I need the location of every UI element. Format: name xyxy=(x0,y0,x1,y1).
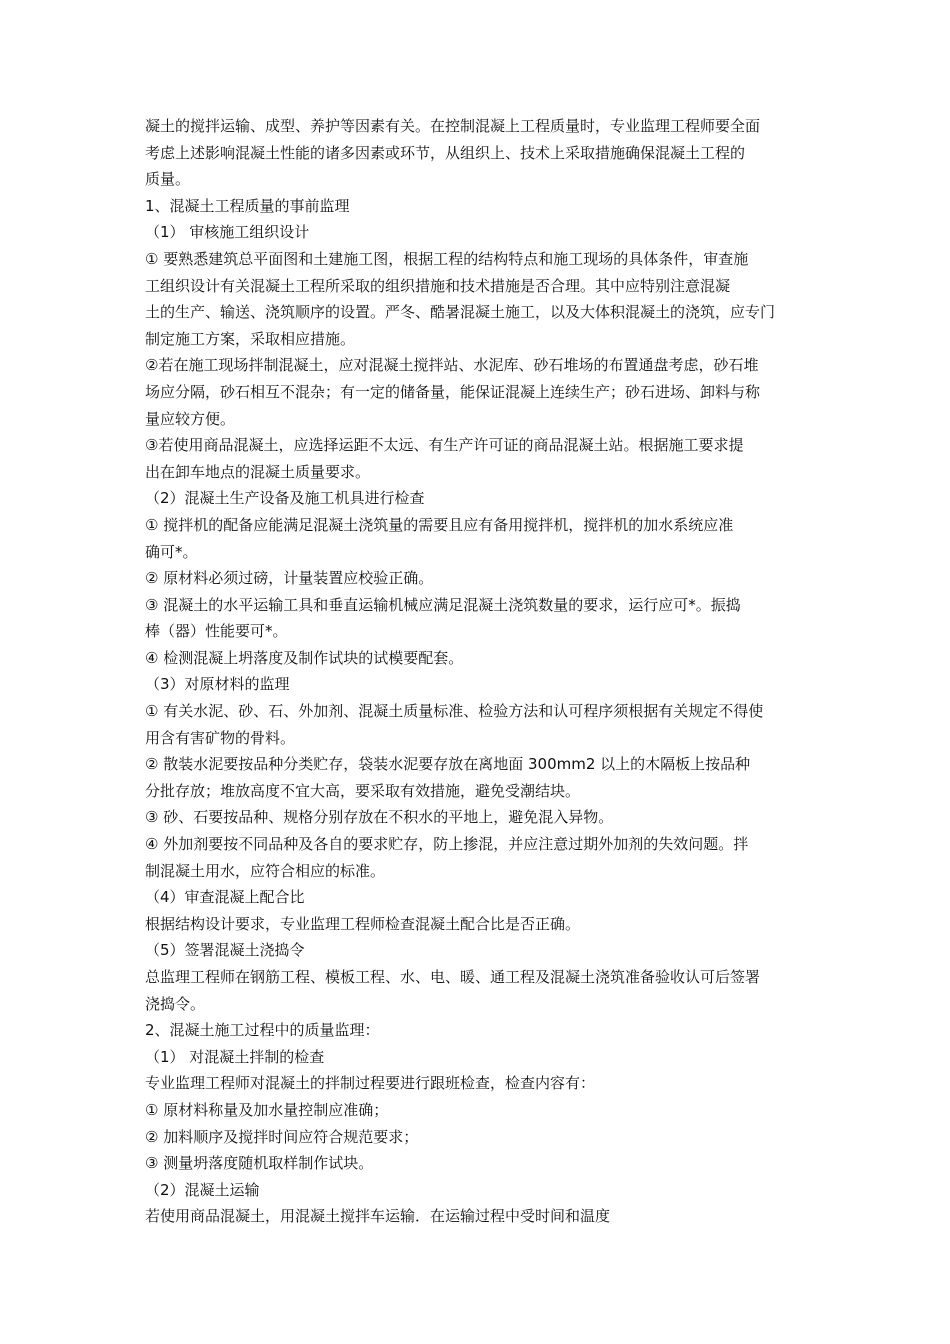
subsection-heading: （5）签署混凝土浇捣令 xyxy=(145,941,305,960)
text-line: ② 原材料必须过磅，计量装置应校验正确。 xyxy=(145,569,434,588)
text-line: 根据结构设计要求，专业监理工程师检查混凝土配合比是否正确。 xyxy=(145,914,581,933)
text-line: ③ 砂、石要按品种、规格分别存放在不积水的平地上，避免混入异物。 xyxy=(145,808,614,827)
section-heading: 2、混凝土施工过程中的质量监理： xyxy=(145,1021,380,1040)
text-line: 浇捣令。 xyxy=(145,994,206,1013)
text-line: 凝土的搅拌运输、成型、养护等因素有关。在控制混凝上工程质量时，专业监理工程师要全面 xyxy=(145,117,761,135)
text-line: ④ 检测混凝上坍落度及制作试块的试模要配套。 xyxy=(145,648,464,667)
text-line: ④ 外加剂要按不同品种及各自的要求贮存，防上掺混，并应注意过期外加剂的失效问题。拌 xyxy=(145,835,749,854)
text-line: 用含有害矿物的骨料。 xyxy=(145,728,296,747)
text-line: ②若在施工现场拌制混凝土，应对混凝土搅拌站、水泥库、砂石堆场的布置通盘考虑，砂石堆 xyxy=(145,356,759,375)
document-body xyxy=(145,113,809,1230)
text-line: ① 有关水泥、砂、石、外加剂、混凝土质量标准、检验方法和认可程序须根据有关规定不得使 xyxy=(145,702,764,721)
subsection-heading: （2）混凝土运输 xyxy=(145,1180,260,1199)
subsection-heading: （1） 审核施工组织设计 xyxy=(145,223,310,242)
text-line: 场应分隔，砂石相互不混杂；有一定的储备量，能保证混凝上连续生产；砂石进场、卸料与称 xyxy=(145,382,761,401)
text-line: 总监理工程师在钢筋工程、模板工程、水、电、暖、通工程及混凝土浇筑准备验收认可后签署 xyxy=(145,968,761,986)
text-line: 制混凝土用水，应符合相应的标准。 xyxy=(145,861,386,880)
text-line: ① 要熟悉建筑总平面图和土建施工图，根据工程的结构特点和施工现场的具体条件，审查施 xyxy=(145,249,749,268)
subsection-heading: （3）对原材料的监理 xyxy=(145,675,290,694)
text-line: ③ 测量坍落度随机取样制作试块。 xyxy=(145,1154,374,1173)
text-line: ② 散装水泥要按品种分类贮存，袋装水泥要存放在离地面 300mm2 以上的木隔板上按品种 xyxy=(145,755,751,774)
text-line: 工组织设计有关混凝土工程所采取的组织措施和技术措施是否合理。其中应特别注意混凝 xyxy=(145,276,731,295)
text-line: 出在卸车地点的混凝土质量要求。 xyxy=(145,462,371,481)
text-line: ① 搅拌机的配备应能满足混凝土浇筑量的需要且应有备用搅拌机，搅拌机的加水系统应准 xyxy=(145,515,734,534)
text-line: 分批存放；堆放高度不宜大高，要采取有效措施，避免受潮结块。 xyxy=(145,781,581,800)
subsection-heading: （1） 对混凝土拌制的检查 xyxy=(145,1047,325,1066)
text-line: 若使用商品混凝土，用混凝土搅拌车运输．在运输过程中受时间和温度 xyxy=(145,1207,611,1226)
text-line: 专业监理工程师对混凝土的拌制过程要进行跟班检查，检查内容有： xyxy=(145,1074,596,1093)
text-line: ① 原材料称量及加水量控制应准确； xyxy=(145,1100,389,1119)
text-line: 棒（器）性能要可*。 xyxy=(145,622,288,641)
subsection-heading: （4）审查混凝上配合比 xyxy=(145,888,305,907)
subsection-heading: （2）混凝土生产设备及施工机具进行检查 xyxy=(145,489,425,508)
text-line: ③若使用商品混凝土，应选择运距不太远、有生产许可证的商品混凝土站。根据施工要求提 xyxy=(145,436,744,455)
text-line: ② 加料顺序及搅拌时间应符合规范要求； xyxy=(145,1127,419,1146)
text-line: 土的生产、输送、浇筑顺序的设置。严冬、酷暑混凝土施工，以及大体积混凝土的浇筑，应专门 xyxy=(145,303,776,322)
text-line: 考虑上述影响混凝土性能的诸多因素或环节，从组织上、技术上采取措施确保混凝土工程的 xyxy=(145,143,746,162)
section-heading: 1、混凝土工程质量的事前监理 xyxy=(145,196,350,215)
text-line: 制定施工方案，采取相应措施。 xyxy=(145,329,356,348)
text-line: 量应较方便。 xyxy=(145,409,236,428)
text-line: 质量。 xyxy=(145,170,191,189)
text-line: ③ 混凝土的水平运输工具和垂直运输机械应满足混凝土浇筑数量的要求，运行应可*。振捣 xyxy=(145,595,741,614)
text-line: 确可*。 xyxy=(145,542,198,561)
